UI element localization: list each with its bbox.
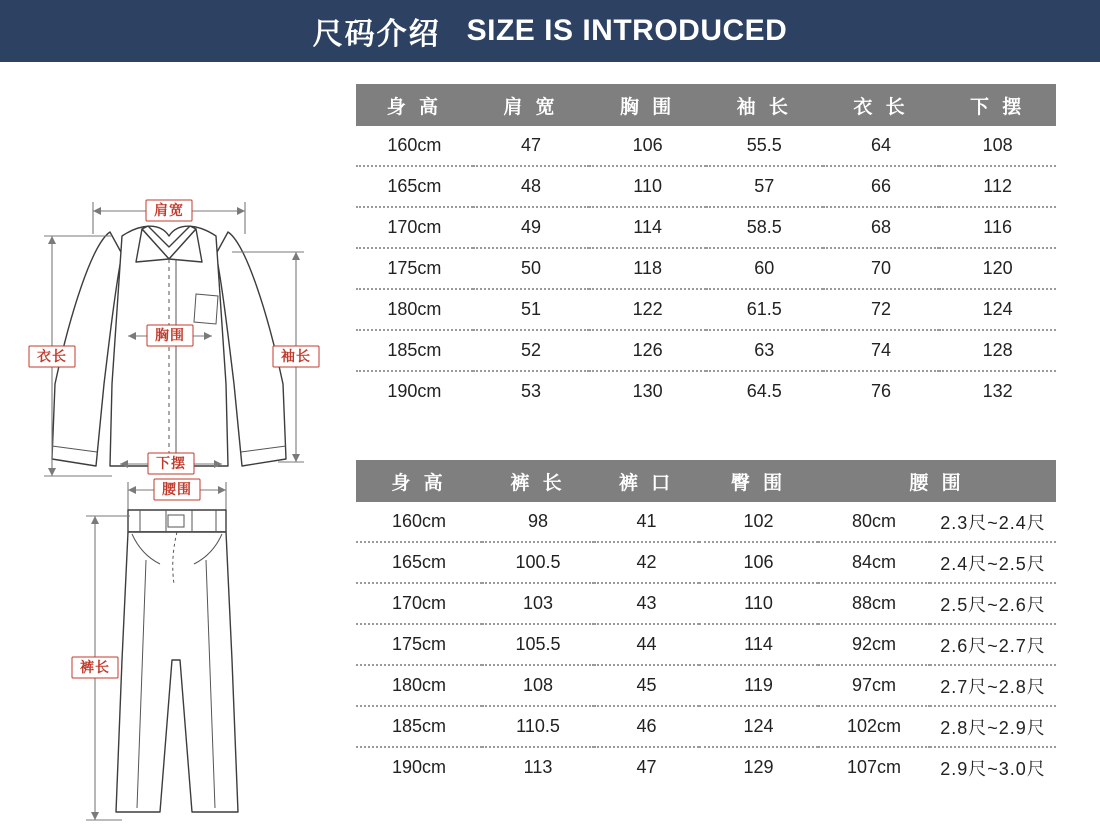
pants-diagram xyxy=(0,460,350,840)
cell-height: 165cm xyxy=(356,542,482,583)
pants-table-wrap xyxy=(350,460,1100,787)
cell-cuff: 47 xyxy=(594,747,699,787)
pants-waist-label: 腰围 xyxy=(162,481,192,497)
jacket-length-label: 衣长 xyxy=(37,348,67,364)
cell-waist-cm: 102cm xyxy=(818,706,930,747)
cell-waist-chi: 2.6尺~2.7尺 xyxy=(930,624,1056,665)
jacket-table-wrap xyxy=(350,84,1100,411)
table-row xyxy=(356,583,1056,624)
jacket-hem-label: 下摆 xyxy=(156,455,186,471)
cell-chest: 130 xyxy=(589,371,706,411)
cell-cuff: 45 xyxy=(594,665,699,706)
table-row xyxy=(356,248,1056,289)
jacket-col-hem: 下 摆 xyxy=(939,84,1056,126)
cell-sleeve: 63 xyxy=(706,330,823,371)
cell-sleeve: 57 xyxy=(706,166,823,207)
cell-height: 175cm xyxy=(356,248,473,289)
cell-shoulder: 51 xyxy=(473,289,590,330)
cell-waist-chi: 2.4尺~2.5尺 xyxy=(930,542,1056,583)
cell-hem: 108 xyxy=(939,126,1056,166)
cell-chest: 110 xyxy=(589,166,706,207)
cell-length: 76 xyxy=(823,371,940,411)
cell-chest: 126 xyxy=(589,330,706,371)
jacket-chest-label: 胸围 xyxy=(155,327,185,343)
cell-waist-chi: 2.5尺~2.6尺 xyxy=(930,583,1056,624)
cell-waist-cm: 88cm xyxy=(818,583,930,624)
jacket-section xyxy=(0,62,1100,471)
cell-shoulder: 47 xyxy=(473,126,590,166)
pants-header-row xyxy=(356,460,1056,502)
table-row xyxy=(356,126,1056,166)
jacket-col-sleeve: 袖 长 xyxy=(706,84,823,126)
cell-cuff: 41 xyxy=(594,502,699,542)
cell-pants-length: 108 xyxy=(482,665,594,706)
pants-figure xyxy=(0,460,350,840)
cell-length: 72 xyxy=(823,289,940,330)
cell-sleeve: 61.5 xyxy=(706,289,823,330)
cell-height: 185cm xyxy=(356,330,473,371)
cell-hem: 112 xyxy=(939,166,1056,207)
cell-waist-cm: 80cm xyxy=(818,502,930,542)
pants-size-table xyxy=(356,460,1056,787)
jacket-col-chest: 胸 围 xyxy=(589,84,706,126)
pants-length-label: 裤长 xyxy=(80,659,110,675)
table-row xyxy=(356,330,1056,371)
table-row xyxy=(356,207,1056,248)
cell-waist-chi: 2.8尺~2.9尺 xyxy=(930,706,1056,747)
pants-table-body xyxy=(356,502,1056,787)
cell-length: 70 xyxy=(823,248,940,289)
jacket-col-length: 衣 长 xyxy=(823,84,940,126)
cell-pants-length: 100.5 xyxy=(482,542,594,583)
cell-height: 165cm xyxy=(356,166,473,207)
cell-shoulder: 50 xyxy=(473,248,590,289)
pants-col-cuff: 裤 口 xyxy=(594,460,699,502)
cell-waist-cm: 97cm xyxy=(818,665,930,706)
cell-height: 190cm xyxy=(356,747,482,787)
cell-shoulder: 53 xyxy=(473,371,590,411)
cell-pants-length: 103 xyxy=(482,583,594,624)
cell-cuff: 44 xyxy=(594,624,699,665)
jacket-figure xyxy=(0,84,350,471)
jacket-shoulder-label: 肩宽 xyxy=(154,202,184,218)
cell-height: 170cm xyxy=(356,207,473,248)
cell-waist-chi: 2.3尺~2.4尺 xyxy=(930,502,1056,542)
cell-hem: 132 xyxy=(939,371,1056,411)
cell-height: 170cm xyxy=(356,583,482,624)
cell-hip: 106 xyxy=(699,542,818,583)
cell-waist-chi: 2.7尺~2.8尺 xyxy=(930,665,1056,706)
jacket-size-table xyxy=(356,84,1056,411)
jacket-col-shoulder: 肩 宽 xyxy=(473,84,590,126)
cell-hip: 119 xyxy=(699,665,818,706)
page-title-en: SIZE IS INTRODUCED xyxy=(466,14,788,47)
table-row xyxy=(356,371,1056,411)
cell-height: 190cm xyxy=(356,371,473,411)
cell-height: 160cm xyxy=(356,502,482,542)
cell-pants-length: 98 xyxy=(482,502,594,542)
cell-height: 175cm xyxy=(356,624,482,665)
cell-length: 68 xyxy=(823,207,940,248)
table-row xyxy=(356,624,1056,665)
cell-sleeve: 58.5 xyxy=(706,207,823,248)
jacket-header-row xyxy=(356,84,1056,126)
cell-hip: 129 xyxy=(699,747,818,787)
pants-table-head xyxy=(356,460,1056,502)
table-row xyxy=(356,665,1056,706)
cell-hem: 116 xyxy=(939,207,1056,248)
cell-chest: 106 xyxy=(589,126,706,166)
cell-hem: 120 xyxy=(939,248,1056,289)
page-title-cn: 尺码介绍 xyxy=(312,18,441,51)
cell-waist-cm: 84cm xyxy=(818,542,930,583)
cell-height: 180cm xyxy=(356,665,482,706)
cell-hip: 102 xyxy=(699,502,818,542)
jacket-sleeve-label: 袖长 xyxy=(281,348,311,364)
cell-hip: 110 xyxy=(699,583,818,624)
jacket-col-height: 身 高 xyxy=(356,84,473,126)
cell-hip: 124 xyxy=(699,706,818,747)
table-row xyxy=(356,747,1056,787)
cell-pants-length: 105.5 xyxy=(482,624,594,665)
cell-length: 64 xyxy=(823,126,940,166)
jacket-table-body xyxy=(356,126,1056,411)
pants-col-length: 裤 长 xyxy=(482,460,594,502)
pants-col-height: 身 高 xyxy=(356,460,482,502)
cell-waist-cm: 107cm xyxy=(818,747,930,787)
cell-waist-cm: 92cm xyxy=(818,624,930,665)
cell-shoulder: 52 xyxy=(473,330,590,371)
cell-shoulder: 48 xyxy=(473,166,590,207)
cell-chest: 118 xyxy=(589,248,706,289)
jacket-diagram xyxy=(0,84,350,471)
table-row xyxy=(356,502,1056,542)
cell-length: 74 xyxy=(823,330,940,371)
cell-sleeve: 55.5 xyxy=(706,126,823,166)
cell-cuff: 46 xyxy=(594,706,699,747)
cell-cuff: 42 xyxy=(594,542,699,583)
cell-hem: 128 xyxy=(939,330,1056,371)
cell-sleeve: 64.5 xyxy=(706,371,823,411)
cell-pants-length: 113 xyxy=(482,747,594,787)
cell-height: 180cm xyxy=(356,289,473,330)
table-row xyxy=(356,706,1056,747)
cell-length: 66 xyxy=(823,166,940,207)
cell-pants-length: 110.5 xyxy=(482,706,594,747)
cell-shoulder: 49 xyxy=(473,207,590,248)
cell-chest: 122 xyxy=(589,289,706,330)
cell-waist-chi: 2.9尺~3.0尺 xyxy=(930,747,1056,787)
cell-sleeve: 60 xyxy=(706,248,823,289)
pants-col-hip: 臀 围 xyxy=(699,460,818,502)
cell-hem: 124 xyxy=(939,289,1056,330)
pants-section xyxy=(0,452,1100,837)
table-row xyxy=(356,166,1056,207)
cell-height: 185cm xyxy=(356,706,482,747)
page-header xyxy=(0,0,1100,62)
cell-cuff: 43 xyxy=(594,583,699,624)
cell-chest: 114 xyxy=(589,207,706,248)
pants-col-waist: 腰 围 xyxy=(818,460,1056,502)
table-row xyxy=(356,542,1056,583)
cell-hip: 114 xyxy=(699,624,818,665)
table-row xyxy=(356,289,1056,330)
cell-height: 160cm xyxy=(356,126,473,166)
jacket-table-head xyxy=(356,84,1056,126)
